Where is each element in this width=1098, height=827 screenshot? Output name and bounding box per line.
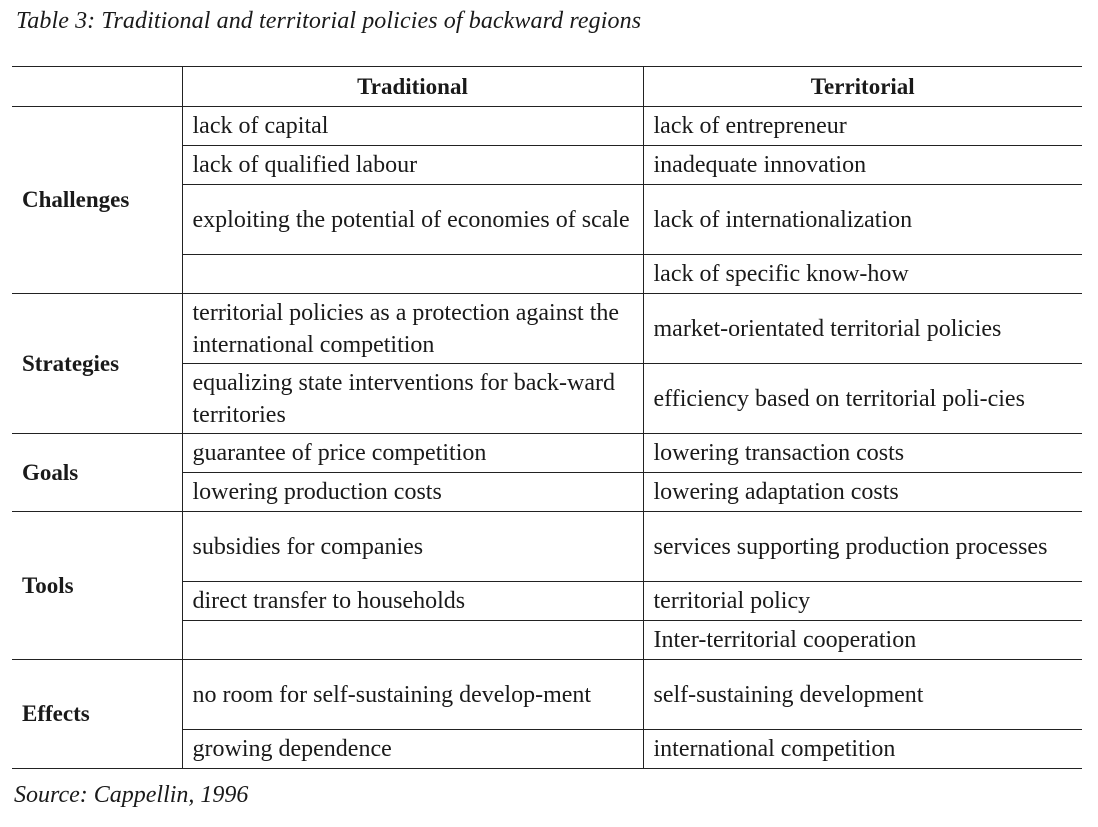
- traditional-cell: subsidies for companies: [182, 512, 643, 582]
- table-source-note: Source: Cappellin, 1996: [14, 782, 249, 808]
- table-caption: Table 3: Traditional and territorial policies of backward regions: [16, 8, 642, 34]
- territorial-cell: lowering transaction costs: [643, 434, 1082, 473]
- territorial-cell: self-sustaining development: [643, 660, 1082, 730]
- group-goals: [12, 434, 1082, 512]
- traditional-cell: direct transfer to households: [182, 582, 643, 621]
- territorial-cell: services supporting production processes: [643, 512, 1082, 582]
- territorial-cell: territorial policy: [643, 582, 1082, 621]
- territorial-cell: market-orientated territorial policies: [643, 294, 1082, 364]
- group-label-goals: Goals: [12, 434, 182, 512]
- traditional-cell: equalizing state interventions for back-ward territories: [182, 364, 643, 434]
- group-label-challenges: Challenges: [12, 107, 182, 294]
- traditional-cell: [182, 621, 643, 660]
- traditional-cell: territorial policies as a protection against the international competition: [182, 294, 643, 364]
- table-row: [12, 294, 1082, 364]
- group-challenges: [12, 107, 1082, 294]
- territorial-cell: efficiency based on territorial poli-cies: [643, 364, 1082, 434]
- traditional-cell: lowering production costs: [182, 473, 643, 512]
- territorial-cell: lowering adaptation costs: [643, 473, 1082, 512]
- traditional-cell: exploiting the potential of economies of scale: [182, 185, 643, 255]
- territorial-cell: lack of specific know-how: [643, 255, 1082, 294]
- territorial-cell: Inter-territorial cooperation: [643, 621, 1082, 660]
- table-row: [12, 512, 1082, 582]
- table-row: [12, 434, 1082, 473]
- table-row: [12, 107, 1082, 146]
- traditional-cell: lack of qualified labour: [182, 146, 643, 185]
- traditional-cell: no room for self-sustaining develop-ment: [182, 660, 643, 730]
- traditional-cell: guarantee of price competition: [182, 434, 643, 473]
- header-territorial: Territorial: [643, 67, 1082, 107]
- group-label-tools: Tools: [12, 512, 182, 660]
- header-row: [12, 67, 1082, 107]
- territorial-cell: inadequate innovation: [643, 146, 1082, 185]
- header-empty: [12, 67, 182, 107]
- table-row: [12, 660, 1082, 730]
- territorial-cell: lack of entrepreneur: [643, 107, 1082, 146]
- traditional-cell: [182, 255, 643, 294]
- header-traditional: Traditional: [182, 67, 643, 107]
- policy-table: [12, 66, 1082, 769]
- traditional-cell: growing dependence: [182, 730, 643, 769]
- group-effects: [12, 660, 1082, 769]
- traditional-cell: lack of capital: [182, 107, 643, 146]
- group-label-strategies: Strategies: [12, 294, 182, 434]
- group-label-effects: Effects: [12, 660, 182, 769]
- group-strategies: [12, 294, 1082, 434]
- territorial-cell: lack of internationalization: [643, 185, 1082, 255]
- group-tools: [12, 512, 1082, 660]
- territorial-cell: international competition: [643, 730, 1082, 769]
